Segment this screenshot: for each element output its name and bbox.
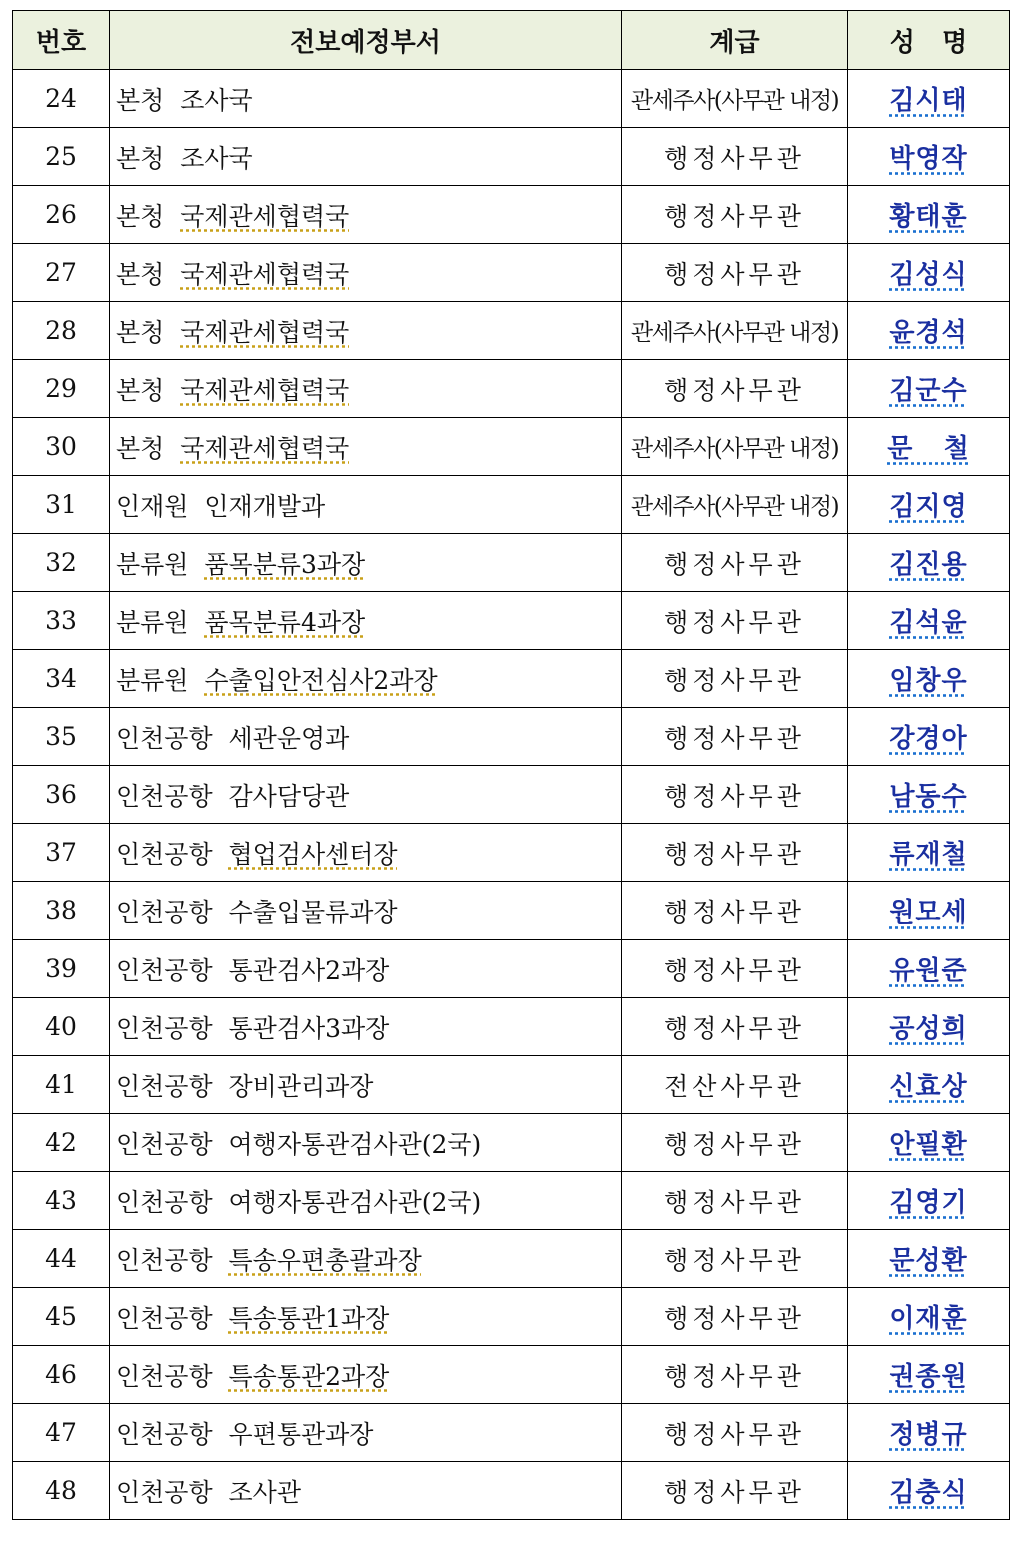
department-office: 본청	[116, 317, 165, 347]
name-cell	[848, 1172, 1010, 1230]
table-row	[13, 70, 1010, 128]
person-name: 이재훈	[889, 1304, 968, 1334]
department-unit: 특송통관1과장	[228, 1303, 390, 1333]
department-cell	[110, 302, 622, 360]
name-cell	[848, 360, 1010, 418]
row-number: 26	[13, 186, 110, 244]
department-unit: 조사국	[180, 85, 253, 115]
department-office: 인천공항	[116, 723, 213, 753]
header-grade: 계급	[622, 11, 848, 70]
name-cell	[848, 70, 1010, 128]
department-office: 인천공항	[116, 1129, 213, 1159]
table-row	[13, 1172, 1010, 1230]
name-cell	[848, 244, 1010, 302]
grade-cell: 행정사무관	[622, 1346, 848, 1404]
grade-cell: 행정사무관	[622, 592, 848, 650]
grade-cell: 전산사무관	[622, 1056, 848, 1114]
department-unit: 통관검사3과장	[228, 1013, 390, 1043]
department-unit: 여행자통관검사관(2국)	[228, 1129, 482, 1159]
department-unit: 협업검사센터장	[228, 839, 398, 869]
table-row	[13, 824, 1010, 882]
person-name: 문성환	[889, 1246, 968, 1276]
row-number: 47	[13, 1404, 110, 1462]
department-unit: 통관검사2과장	[228, 955, 390, 985]
table-row	[13, 418, 1010, 476]
personnel-table-wrapper	[12, 10, 1009, 1520]
table-row	[13, 534, 1010, 592]
grade-cell: 행정사무관	[622, 1404, 848, 1462]
personnel-transfer-table	[12, 10, 1010, 1520]
department-unit: 국제관세협력국	[180, 375, 350, 405]
department-office: 인천공항	[116, 1187, 213, 1217]
name-cell	[848, 186, 1010, 244]
header-num: 번호	[13, 11, 110, 70]
department-cell	[110, 418, 622, 476]
department-office: 인천공항	[116, 1245, 213, 1275]
department-unit: 여행자통관검사관(2국)	[228, 1187, 482, 1217]
department-office: 인천공항	[116, 1071, 213, 1101]
grade-cell: 행정사무관	[622, 360, 848, 418]
person-name: 박영작	[889, 144, 968, 174]
department-office: 인천공항	[116, 1477, 213, 1507]
person-name: 강경아	[889, 724, 968, 754]
department-unit: 특송우편총괄과장	[228, 1245, 422, 1275]
department-cell	[110, 1172, 622, 1230]
row-number: 36	[13, 766, 110, 824]
row-number: 25	[13, 128, 110, 186]
grade-cell: 행정사무관	[622, 708, 848, 766]
table-row	[13, 708, 1010, 766]
department-unit: 세관운영과	[228, 723, 350, 753]
department-unit: 국제관세협력국	[180, 433, 350, 463]
row-number: 44	[13, 1230, 110, 1288]
person-name: 임창우	[889, 666, 968, 696]
department-office: 인천공항	[116, 955, 213, 985]
row-number: 24	[13, 70, 110, 128]
table-row	[13, 998, 1010, 1056]
row-number: 28	[13, 302, 110, 360]
name-cell	[848, 1230, 1010, 1288]
table-row	[13, 360, 1010, 418]
name-cell	[848, 476, 1010, 534]
name-cell	[848, 418, 1010, 476]
row-number: 41	[13, 1056, 110, 1114]
department-unit: 장비관리과장	[228, 1071, 374, 1101]
person-name: 원모세	[889, 898, 968, 928]
row-number: 37	[13, 824, 110, 882]
department-cell	[110, 244, 622, 302]
department-cell	[110, 998, 622, 1056]
department-cell	[110, 1346, 622, 1404]
name-cell	[848, 1056, 1010, 1114]
department-unit: 특송통관2과장	[228, 1361, 390, 1391]
row-number: 33	[13, 592, 110, 650]
row-number: 40	[13, 998, 110, 1056]
department-unit: 인재개발과	[204, 491, 326, 521]
grade-cell: 관세주사(사무관 내정)	[622, 70, 848, 128]
table-row	[13, 766, 1010, 824]
department-office: 인천공항	[116, 897, 213, 927]
person-name: 김석윤	[889, 608, 968, 638]
department-cell	[110, 592, 622, 650]
grade-cell: 행정사무관	[622, 128, 848, 186]
person-name: 남동수	[889, 782, 968, 812]
row-number: 29	[13, 360, 110, 418]
department-unit: 우편통관과장	[228, 1419, 374, 1449]
grade-cell: 행정사무관	[622, 650, 848, 708]
person-name: 김진용	[889, 550, 968, 580]
department-cell	[110, 128, 622, 186]
grade-cell: 행정사무관	[622, 1288, 848, 1346]
department-cell	[110, 940, 622, 998]
row-number: 43	[13, 1172, 110, 1230]
department-unit: 국제관세협력국	[180, 317, 350, 347]
department-unit: 국제관세협력국	[180, 201, 350, 231]
department-cell	[110, 1056, 622, 1114]
grade-cell: 행정사무관	[622, 244, 848, 302]
grade-cell: 관세주사(사무관 내정)	[622, 302, 848, 360]
grade-cell: 행정사무관	[622, 882, 848, 940]
department-cell	[110, 476, 622, 534]
grade-cell: 행정사무관	[622, 1230, 848, 1288]
row-number: 46	[13, 1346, 110, 1404]
name-cell	[848, 998, 1010, 1056]
row-number: 48	[13, 1462, 110, 1520]
department-cell	[110, 1114, 622, 1172]
row-number: 39	[13, 940, 110, 998]
table-row	[13, 592, 1010, 650]
name-cell	[848, 128, 1010, 186]
table-row	[13, 940, 1010, 998]
department-unit: 조사관	[228, 1477, 301, 1507]
person-name: 김성식	[889, 260, 968, 290]
department-cell	[110, 650, 622, 708]
name-cell	[848, 592, 1010, 650]
person-name: 윤경석	[889, 318, 968, 348]
row-number: 31	[13, 476, 110, 534]
department-office: 인천공항	[116, 781, 213, 811]
table-row	[13, 128, 1010, 186]
table-row	[13, 186, 1010, 244]
name-cell	[848, 708, 1010, 766]
person-name: 김충식	[889, 1478, 968, 1508]
person-name: 황태훈	[889, 202, 968, 232]
name-cell	[848, 940, 1010, 998]
department-unit: 감사담당관	[228, 781, 350, 811]
department-office: 본청	[116, 375, 165, 405]
grade-cell: 행정사무관	[622, 940, 848, 998]
row-number: 45	[13, 1288, 110, 1346]
person-name: 유원준	[889, 956, 968, 986]
department-office: 인천공항	[116, 1013, 213, 1043]
table-row	[13, 1230, 1010, 1288]
grade-cell: 행정사무관	[622, 824, 848, 882]
header-name: 성 명	[848, 11, 1010, 70]
department-office: 본청	[116, 433, 165, 463]
department-cell	[110, 1288, 622, 1346]
person-name: 김군수	[889, 376, 968, 406]
person-name: 정병규	[889, 1420, 968, 1450]
header-row	[13, 11, 1010, 70]
name-cell	[848, 1462, 1010, 1520]
table-row	[13, 302, 1010, 360]
department-unit: 품목분류4과장	[204, 607, 366, 637]
row-number: 27	[13, 244, 110, 302]
person-name: 김지영	[889, 492, 968, 522]
row-number: 35	[13, 708, 110, 766]
person-name: 권종원	[889, 1362, 968, 1392]
person-name: 안필환	[889, 1130, 968, 1160]
name-cell	[848, 824, 1010, 882]
name-cell	[848, 650, 1010, 708]
grade-cell: 행정사무관	[622, 186, 848, 244]
table-row	[13, 1114, 1010, 1172]
grade-cell: 관세주사(사무관 내정)	[622, 476, 848, 534]
row-number: 42	[13, 1114, 110, 1172]
grade-cell: 관세주사(사무관 내정)	[622, 418, 848, 476]
name-cell	[848, 302, 1010, 360]
person-name: 공성희	[889, 1014, 968, 1044]
department-cell	[110, 186, 622, 244]
table-row	[13, 1462, 1010, 1520]
department-cell	[110, 360, 622, 418]
department-cell	[110, 534, 622, 592]
row-number: 30	[13, 418, 110, 476]
person-name: 류재철	[889, 840, 968, 870]
name-cell	[848, 1114, 1010, 1172]
department-cell	[110, 1404, 622, 1462]
name-cell	[848, 534, 1010, 592]
department-office: 본청	[116, 85, 165, 115]
person-name: 김영기	[889, 1188, 968, 1218]
department-cell	[110, 1230, 622, 1288]
grade-cell: 행정사무관	[622, 1172, 848, 1230]
person-name: 신효상	[889, 1072, 968, 1102]
department-cell	[110, 708, 622, 766]
row-number: 34	[13, 650, 110, 708]
department-office: 인천공항	[116, 1303, 213, 1333]
row-number: 32	[13, 534, 110, 592]
name-cell	[848, 1346, 1010, 1404]
header-dept: 전보예정부서	[110, 11, 622, 70]
grade-cell: 행정사무관	[622, 1462, 848, 1520]
department-office: 인천공항	[116, 839, 213, 869]
department-office: 분류원	[116, 607, 189, 637]
department-cell	[110, 824, 622, 882]
department-cell	[110, 70, 622, 128]
department-office: 인천공항	[116, 1419, 213, 1449]
department-unit: 수출입물류과장	[228, 897, 398, 927]
grade-cell: 행정사무관	[622, 534, 848, 592]
department-office: 인재원	[116, 491, 189, 521]
person-name: 문 철	[887, 434, 970, 464]
department-unit: 품목분류3과장	[204, 549, 366, 579]
department-cell	[110, 882, 622, 940]
department-office: 본청	[116, 259, 165, 289]
department-unit: 조사국	[180, 143, 253, 173]
department-office: 분류원	[116, 549, 189, 579]
name-cell	[848, 766, 1010, 824]
department-office: 본청	[116, 143, 165, 173]
row-number: 38	[13, 882, 110, 940]
table-row	[13, 882, 1010, 940]
name-cell	[848, 882, 1010, 940]
name-cell	[848, 1404, 1010, 1462]
department-office: 인천공항	[116, 1361, 213, 1391]
grade-cell: 행정사무관	[622, 998, 848, 1056]
name-cell	[848, 1288, 1010, 1346]
table-row	[13, 476, 1010, 534]
department-cell	[110, 766, 622, 824]
grade-cell: 행정사무관	[622, 1114, 848, 1172]
table-row	[13, 1056, 1010, 1114]
person-name: 김시태	[889, 86, 968, 116]
department-office: 분류원	[116, 665, 189, 695]
department-unit: 국제관세협력국	[180, 259, 350, 289]
department-office: 본청	[116, 201, 165, 231]
table-row	[13, 1346, 1010, 1404]
table-row	[13, 1288, 1010, 1346]
department-unit: 수출입안전심사2과장	[204, 665, 438, 695]
table-body	[13, 70, 1010, 1520]
department-cell	[110, 1462, 622, 1520]
table-row	[13, 650, 1010, 708]
table-row	[13, 244, 1010, 302]
grade-cell: 행정사무관	[622, 766, 848, 824]
table-row	[13, 1404, 1010, 1462]
